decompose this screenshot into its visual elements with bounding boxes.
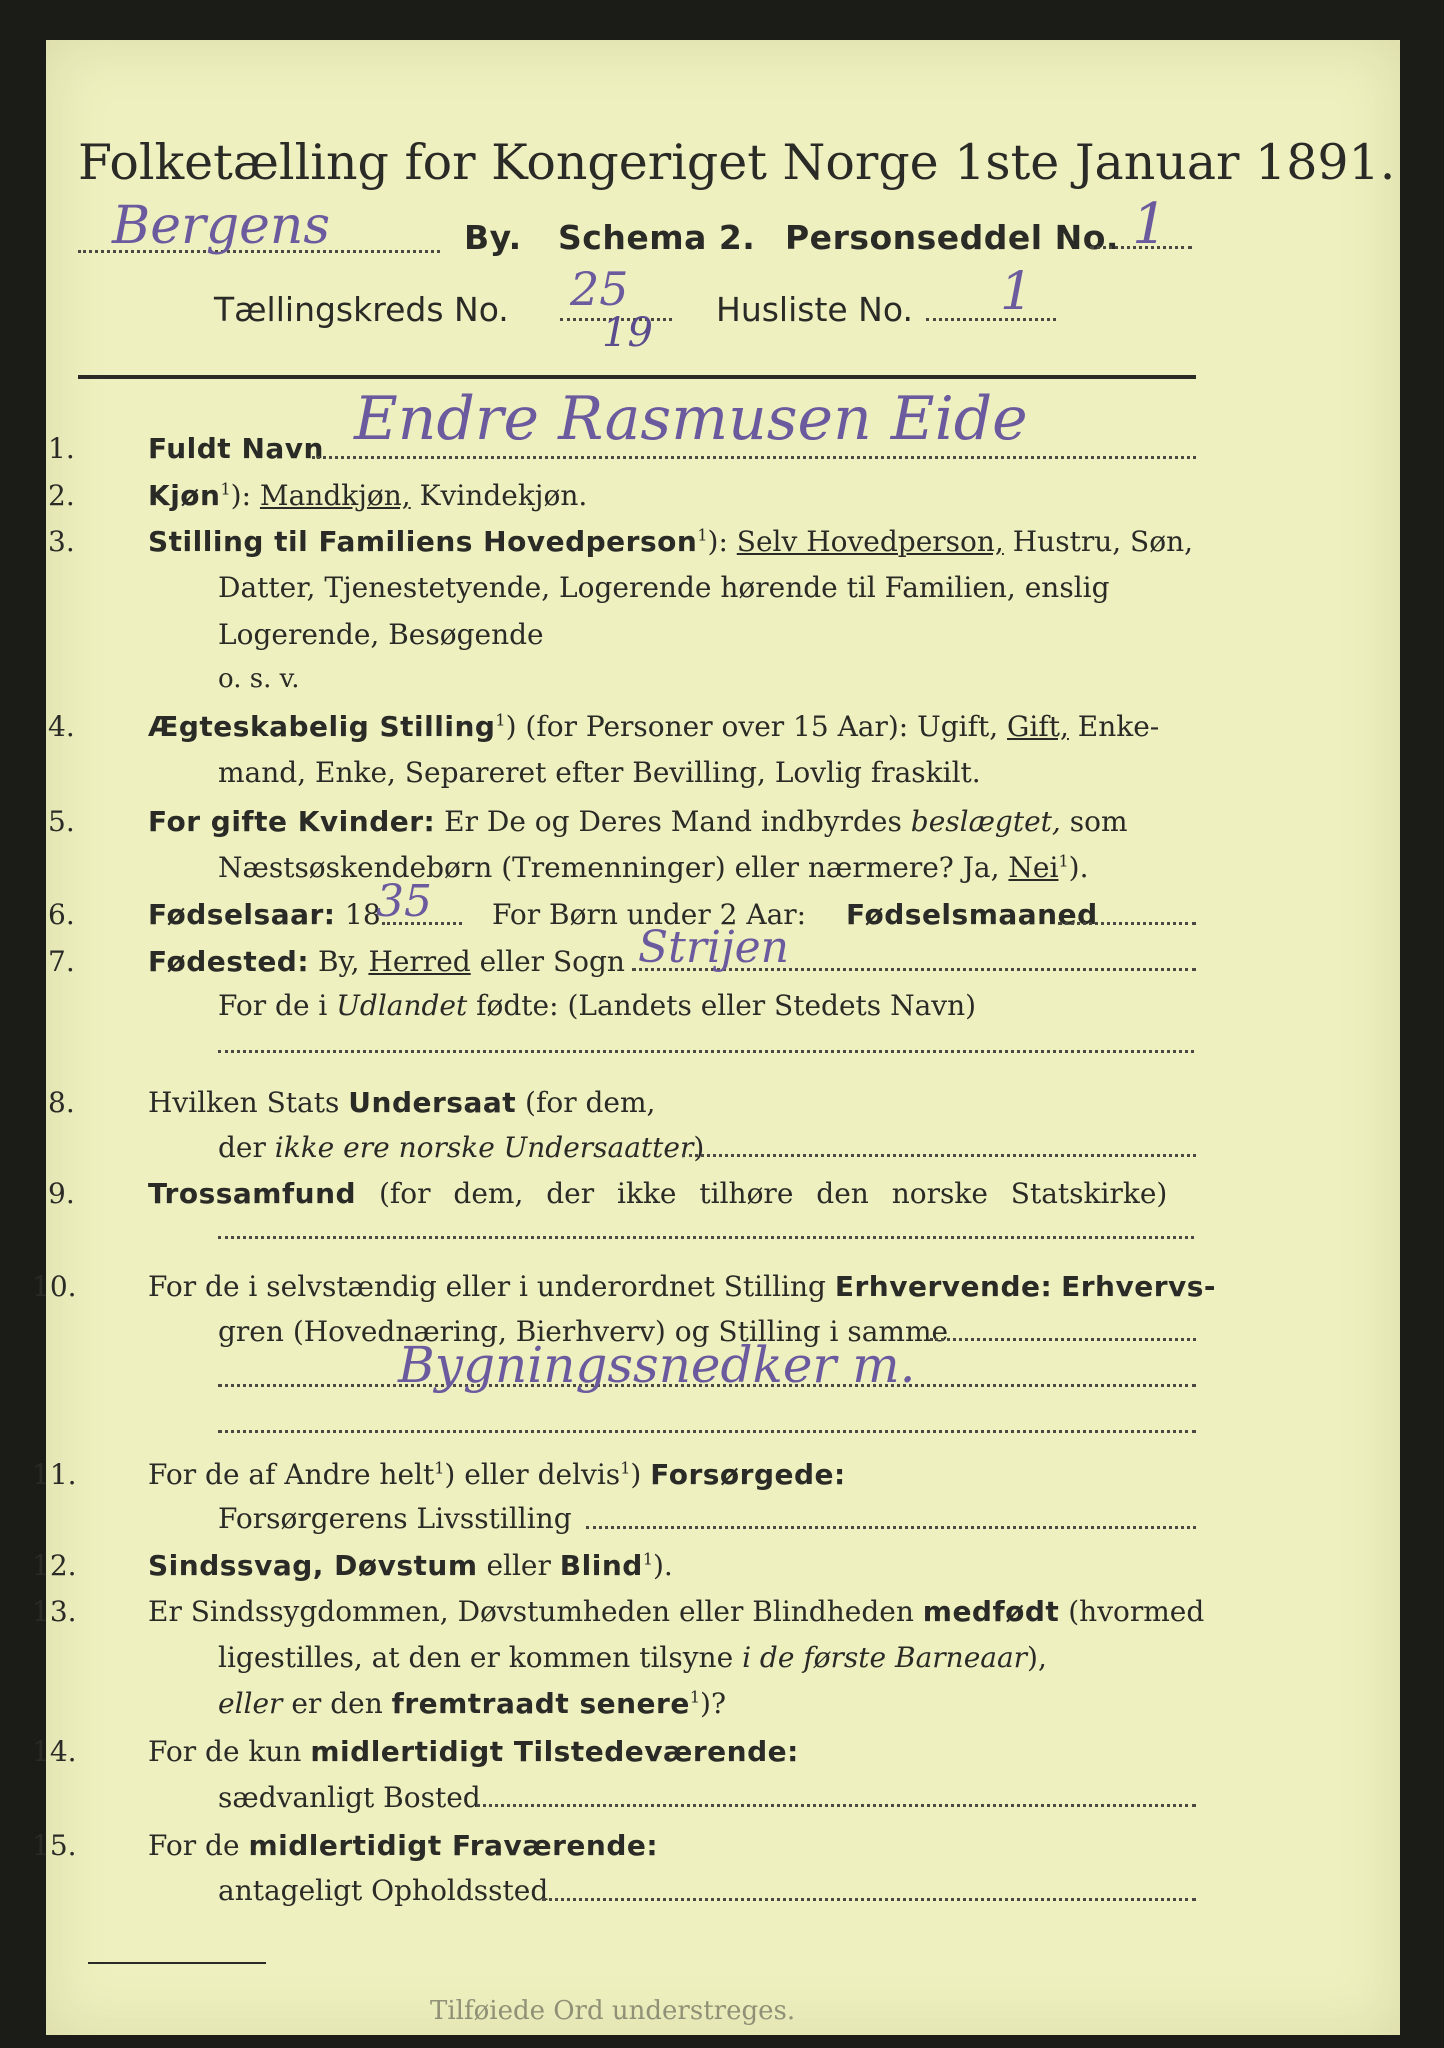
q15-label: midlertidigt Fraværende: (248, 1829, 659, 1862)
q11-dots (586, 1526, 1196, 1529)
q7-line2a: For de i (218, 989, 328, 1022)
q5-line2: Næstsøskendebørn (Tremenninger) eller nærmere? Ja, (218, 851, 1000, 884)
q5-option-selected: Nei (1008, 851, 1059, 884)
q4-number: 4. (48, 710, 75, 743)
q8-line1c: (for dem, (525, 1086, 656, 1119)
q10-label2: Erhvervs- (1061, 1270, 1217, 1303)
q2-row (148, 479, 587, 512)
q2-number: 2. (48, 479, 75, 512)
header-rule (78, 375, 1196, 379)
q14-label: midlertidigt Tilstedeværende: (310, 1735, 799, 1768)
q7-text2: eller Sogn (479, 945, 625, 978)
personseddel-label: Personseddel No. (785, 218, 1119, 257)
q13-row3 (218, 1687, 726, 1720)
q9-label: Trossamfund (148, 1177, 357, 1210)
q13-text2: (hvormed (1068, 1595, 1205, 1628)
city-handwritten: Bergens (112, 196, 331, 256)
q8-line2b: ) (693, 1131, 705, 1164)
q14-dots (476, 1804, 1196, 1807)
q5-label: For gifte Kvinder: (148, 805, 436, 838)
q6-month-dots (1058, 922, 1196, 925)
q2-sep: ): (230, 479, 252, 512)
q3-label: Stilling til Familiens Hovedperson (148, 525, 698, 558)
q2-option-mandkjon: Mandkjøn, (259, 479, 411, 512)
q1-dots (312, 456, 1196, 459)
q8-dots (682, 1154, 1196, 1157)
kreds-number: 25 (570, 262, 629, 316)
q13-line3a: er den (291, 1687, 383, 1720)
q7-row1 (148, 945, 625, 978)
kreds-number-alt: 19 (602, 310, 653, 356)
q11-text2: ) eller delvis (444, 1458, 621, 1491)
q9-row1 (148, 1177, 1167, 1210)
q13-row2 (218, 1641, 1047, 1674)
q4-text2: Enke- (1077, 710, 1160, 743)
q3-sup: 1 (697, 525, 708, 545)
q3-rest: Hustru, Søn, (1012, 525, 1194, 558)
q6-label2: Fødselsmaaned (846, 898, 1098, 931)
q7-text1: By, (317, 945, 360, 978)
q5-italic: beslægtet, (910, 805, 1061, 838)
q11-label: Forsørgede: (650, 1458, 846, 1491)
q11-line2: Forsørgerens Livsstilling (218, 1502, 572, 1535)
q15-number: 15. (32, 1829, 77, 1862)
q6-answer: 35 (376, 876, 432, 927)
q12-text: eller (486, 1549, 551, 1582)
q12-number: 12. (32, 1549, 77, 1582)
q12-label1: Sindssvag, Døvstum (148, 1549, 478, 1582)
q3-option-selected: Selv Hovedperson, (736, 525, 1004, 558)
q8-line2-italic: ikke ere norske Undersaatter (274, 1131, 694, 1164)
q13-row1 (148, 1595, 1204, 1628)
q12-label2: Blind (559, 1549, 643, 1582)
q15-dots (542, 1898, 1196, 1901)
q12-row1 (148, 1549, 673, 1582)
footnote-rule (88, 1962, 266, 1964)
q14-line2: sædvanligt Bosted (218, 1781, 481, 1814)
q10-row1 (148, 1270, 1216, 1303)
q14-number: 14. (32, 1735, 77, 1768)
husliste-number: 1 (1000, 262, 1034, 322)
q11-row1 (148, 1458, 846, 1491)
q14-text1: For de kun (148, 1735, 302, 1768)
q13-text1: Er Sindssygdommen, Døvstumheden eller Blindheden (148, 1595, 914, 1628)
by-label: By. (464, 218, 522, 257)
q5-row1 (148, 805, 1128, 838)
q13-line2-italic: i de første Barneaar (742, 1641, 1028, 1674)
q4-text1: ) (for Personer over 15 Aar): Ugift, (505, 710, 999, 743)
kreds-label: Tællingskreds No. (214, 290, 509, 329)
q10-label: Erhvervende: (834, 1270, 1053, 1303)
q4-row1 (148, 710, 1159, 743)
q8-number: 8. (48, 1086, 75, 1119)
q7-line2b: fødte: (Landets eller Stedets Navn) (476, 989, 977, 1022)
q7-label: Fødested: (148, 945, 310, 978)
q8-line1a: Hvilken Stats (148, 1086, 340, 1119)
q8-row2 (218, 1131, 704, 1164)
q11-text3: ) (630, 1458, 642, 1491)
q3-line3: Logerende, Besøgende (218, 618, 544, 651)
q12-end: ). (653, 1549, 673, 1582)
q5-sup: 1 (1058, 851, 1069, 871)
q8-label: Undersaat (348, 1086, 517, 1119)
q3-line4: o. s. v. (218, 664, 300, 694)
husliste-label: Husliste No. (716, 290, 913, 329)
q13-line2b: ), (1027, 1641, 1047, 1674)
q4-label: Ægteskabelig Stilling (148, 710, 496, 743)
q7-row2 (218, 989, 976, 1022)
q3-row1 (148, 525, 1193, 558)
q11-sup2: 1 (620, 1458, 631, 1478)
q7-number: 7. (48, 945, 75, 978)
q3-line2: Datter, Tjenestetyende, Logerende hørende til Familien, enslig (218, 571, 1110, 604)
q10-dots1 (930, 1338, 1196, 1341)
q10-text1: For de i selvstændig eller i underordnet Stilling (148, 1270, 826, 1303)
form-title: Folketælling for Kongeriget Norge 1ste Januar 1891. (78, 134, 1396, 191)
footnote-text: Tilføiede Ord understreges. (430, 1996, 796, 2026)
q3-number: 3. (48, 525, 75, 558)
q7-line2-italic: Udlandet (336, 989, 468, 1022)
q13-sup: 1 (689, 1687, 701, 1707)
q5-number: 5. (48, 805, 75, 838)
q3-sep: ): (707, 525, 728, 558)
q9-number: 9. (48, 1177, 75, 1210)
q1-answer: Endre Rasmusen Eide (354, 384, 1028, 454)
q8-line2a: der (218, 1131, 266, 1164)
q13-line3-italic: eller (218, 1687, 283, 1720)
q10-line2: gren (Hovednæring, Bierhverv) og Stilling i samme (218, 1315, 949, 1348)
q13-line2a: ligestilles, at den er kommen tilsyne (218, 1641, 734, 1674)
q7-answer: Strijen (638, 922, 789, 973)
q6-text: For Børn under 2 Aar: (492, 898, 807, 931)
q1-label: Fuldt Navn (148, 432, 324, 465)
q10-answer: Bygningssnedker m. (398, 1336, 916, 1394)
q13-number: 13. (32, 1595, 77, 1628)
personseddel-number: 1 (1132, 192, 1168, 257)
q15-text1: For de (148, 1829, 240, 1862)
q13-line3c: )? (700, 1687, 726, 1720)
q14-row1 (148, 1735, 799, 1768)
q10-dots3 (218, 1430, 1196, 1433)
q4-line2: mand, Enke, Separeret efter Bevilling, Lovlig fraskilt. (218, 756, 981, 789)
q13-line3b: fremtraadt senere (391, 1687, 690, 1720)
q8-row1 (148, 1086, 655, 1119)
q5-text2: som (1069, 805, 1128, 838)
q7-option-selected: Herred (368, 945, 471, 978)
q5-end: ). (1068, 851, 1089, 884)
q6-label: Fødselsaar: (148, 898, 336, 931)
q11-text1: For de af Andre helt (148, 1458, 435, 1491)
q1-number: 1. (48, 432, 75, 465)
q5-row2 (218, 851, 1088, 884)
q12-sup: 1 (642, 1549, 653, 1569)
q15-row1 (148, 1829, 658, 1862)
q6-prefix: 18 (345, 898, 381, 931)
q4-option-selected: Gift, (1007, 710, 1069, 743)
q9-dots (218, 1236, 1194, 1239)
q11-number: 11. (32, 1458, 77, 1491)
q6-number: 6. (48, 898, 75, 931)
q2-label: Kjøn (148, 479, 221, 512)
q5-text1: Er De og Deres Mand indbyrdes (444, 805, 902, 838)
q4-sup: 1 (495, 710, 506, 730)
q15-line2: antageligt Opholdssted (218, 1874, 549, 1907)
q13-bold: medfødt (922, 1595, 1060, 1628)
schema-label: Schema 2. (558, 218, 756, 257)
q2-option-kvindekjon: Kvindekjøn. (419, 479, 588, 512)
q7-foreign-dots (218, 1050, 1194, 1053)
q10-number: 10. (32, 1270, 77, 1303)
q2-sup: 1 (220, 479, 231, 499)
q11-sup1: 1 (434, 1458, 445, 1478)
husliste-dots (926, 318, 1056, 321)
q9-text: (for dem, der ikke tilhøre den norske Statskirke) (378, 1177, 1168, 1210)
